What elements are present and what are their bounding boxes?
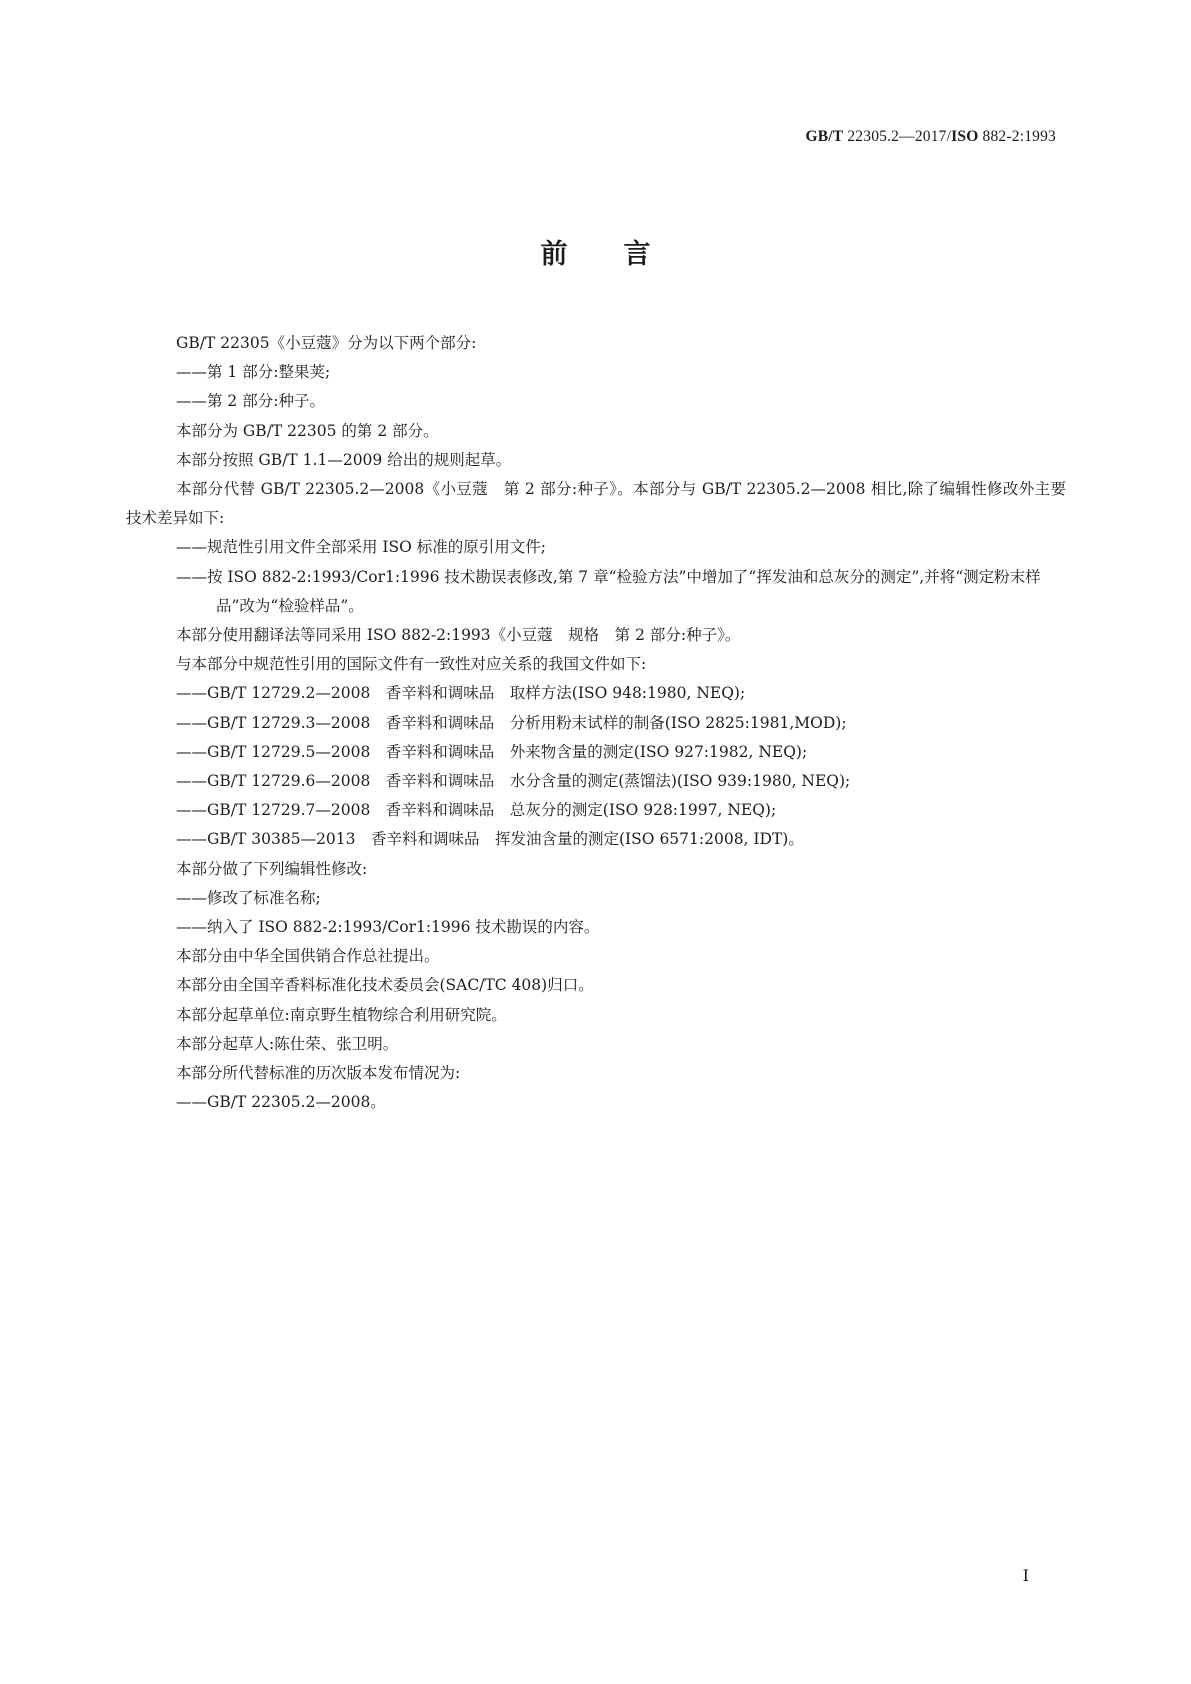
list-item: ——GB/T 30385—2013 香辛料和调味品 挥发油含量的测定(ISO 6571:2008, IDT)。 — [176, 830, 804, 849]
list-item: ——GB/T 22305.2—2008。 — [176, 1093, 386, 1112]
paragraph: 本部分所代替标准的历次版本发布情况为: — [176, 1064, 461, 1083]
list-item: ——GB/T 12729.7—2008 香辛料和调味品 总灰分的测定(ISO 928:1997, NEQ); — [176, 801, 777, 820]
paragraph: 本部分做了下列编辑性修改: — [176, 859, 368, 878]
list-item: ——第 2 部分:种子。 — [176, 392, 325, 411]
list-item: ——纳入了 ISO 882-2:1993/Cor1:1996 技术勘误的内容。 — [176, 918, 600, 937]
list-item: ——GB/T 12729.2—2008 香辛料和调味品 取样方法(ISO 948:1980, NEQ); — [176, 684, 746, 703]
paragraph: 本部分使用翻译法等同采用 ISO 882-2:1993《小豆蔻 规格 第 2 部分:种子》。 — [176, 626, 741, 645]
paragraph: 本部分起草人:陈仕荣、张卫明。 — [176, 1034, 399, 1053]
paragraph: 与本部分中规范性引用的国际文件有一致性对应关系的我国文件如下: — [176, 655, 647, 674]
list-item: ——GB/T 12729.5—2008 香辛料和调味品 外来物含量的测定(ISO 927:1982, NEQ); — [176, 742, 808, 761]
list-item: ——GB/T 12729.3—2008 香辛料和调味品 分析用粉末试样的制备(ISO 2825:1981,MOD); — [176, 713, 847, 732]
page-title: 前言 — [540, 239, 707, 270]
paragraph: 本部分为 GB/T 22305 的第 2 部分。 — [176, 421, 439, 440]
paragraph: GB/T 22305《小豆蔻》分为以下两个部分: — [176, 334, 477, 352]
list-item: ——规范性引用文件全部采用 ISO 标准的原引用文件; — [176, 538, 547, 557]
paragraph: 本部分代替 GB/T 22305.2—2008《小豆蔻 第 2 部分:种子》。本部分与 GB/T 22305.2—2008 相比,除了编辑性修改外主要技术差异如下: — [126, 480, 1066, 528]
list-item: ——第 1 部分:整果荚; — [176, 363, 331, 382]
page-number: I — [1022, 1566, 1029, 1585]
list-item: ——按 ISO 882-2:1993/Cor1:1996 技术勘误表修改,第 7 章“检验方法”中增加了“挥发油和总灰分的测定”,并将“测定粉末样品”改为“检验样品”。 — [176, 567, 1041, 615]
paragraph: 本部分由中华全国供销合作总社提出。 — [176, 947, 440, 966]
iso-prefix: ISO — [951, 128, 979, 145]
foreword-body — [126, 329, 1066, 1117]
list-item: ——修改了标准名称; — [176, 888, 321, 907]
list-item: ——GB/T 12729.6—2008 香辛料和调味品 水分含量的测定(蒸馏法)(ISO 939:1980, NEQ); — [176, 772, 851, 791]
paragraph: 本部分按照 GB/T 1.1—2009 给出的规则起草。 — [176, 450, 512, 469]
std-number: 22305.2—2017/ — [843, 128, 952, 145]
document-header — [805, 128, 1056, 146]
paragraph: 本部分由全国辛香料标准化技术委员会(SAC/TC 408)归口。 — [176, 976, 594, 995]
paragraph: 本部分起草单位:南京野生植物综合利用研究院。 — [176, 1005, 507, 1024]
std-prefix: GB/T — [805, 128, 844, 145]
iso-number: 882-2:1993 — [978, 128, 1056, 145]
